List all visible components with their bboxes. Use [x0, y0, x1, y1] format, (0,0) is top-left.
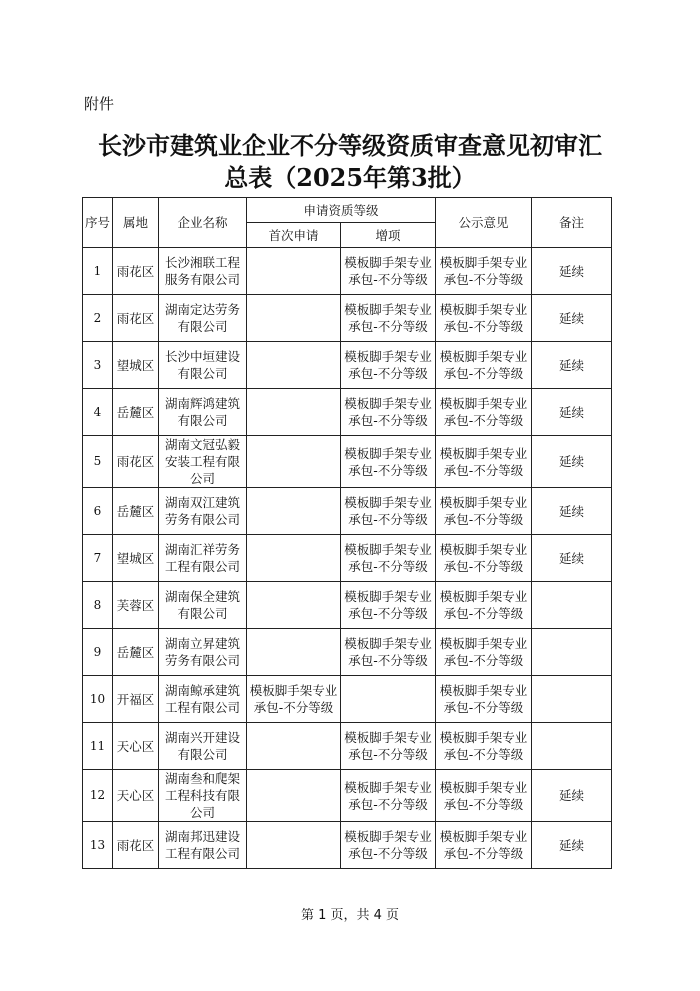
cell-addition: 模板脚手架专业承包-不分等级	[341, 723, 436, 770]
cell-area: 天心区	[113, 723, 159, 770]
cell-seq: 7	[83, 535, 113, 582]
cell-opinion: 模板脚手架专业承包-不分等级	[436, 248, 532, 295]
cell-opinion: 模板脚手架专业承包-不分等级	[436, 770, 532, 822]
cell-remark: 延续	[532, 342, 612, 389]
col-header-company: 企业名称	[159, 198, 247, 248]
cell-seq: 1	[83, 248, 113, 295]
col-header-opinion: 公示意见	[436, 198, 532, 248]
table-row	[83, 248, 612, 295]
cell-remark: 延续	[532, 488, 612, 535]
cell-company-name: 湖南立昇建筑劳务有限公司	[159, 629, 247, 676]
cell-seq: 4	[83, 389, 113, 436]
cell-addition: 模板脚手架专业承包-不分等级	[341, 770, 436, 822]
cell-first-apply	[247, 822, 341, 869]
cell-addition: 模板脚手架专业承包-不分等级	[341, 582, 436, 629]
cell-first-apply	[247, 389, 341, 436]
cell-company-name: 湖南双江建筑劳务有限公司	[159, 488, 247, 535]
cell-opinion: 模板脚手架专业承包-不分等级	[436, 295, 532, 342]
col-header-qualification: 申请资质等级	[247, 198, 436, 223]
cell-area: 雨花区	[113, 248, 159, 295]
table-row	[83, 535, 612, 582]
attachment-label: 附件	[84, 95, 115, 113]
cell-area: 岳麓区	[113, 488, 159, 535]
cell-seq: 8	[83, 582, 113, 629]
cell-company-name: 湖南叁和爬架工程科技有限公司	[159, 770, 247, 822]
cell-area: 开福区	[113, 676, 159, 723]
table-row	[83, 488, 612, 535]
cell-company-name: 湖南辉鸿建筑有限公司	[159, 389, 247, 436]
cell-opinion: 模板脚手架专业承包-不分等级	[436, 723, 532, 770]
cell-remark	[532, 676, 612, 723]
cell-first-apply	[247, 295, 341, 342]
cell-seq: 11	[83, 723, 113, 770]
cell-first-apply	[247, 723, 341, 770]
cell-remark: 延续	[532, 389, 612, 436]
table-row	[83, 676, 612, 723]
cell-seq: 2	[83, 295, 113, 342]
cell-addition: 模板脚手架专业承包-不分等级	[341, 488, 436, 535]
table-row	[83, 389, 612, 436]
document-title-line2: 总表（2025年第3批）	[224, 163, 476, 192]
cell-company-name: 湖南定达劳务有限公司	[159, 295, 247, 342]
table-body	[83, 248, 612, 869]
cell-seq: 12	[83, 770, 113, 822]
cell-seq: 5	[83, 436, 113, 488]
cell-opinion: 模板脚手架专业承包-不分等级	[436, 389, 532, 436]
cell-company-name: 长沙中垣建设有限公司	[159, 342, 247, 389]
col-header-remark: 备注	[532, 198, 612, 248]
col-header-seq: 序号	[83, 198, 113, 248]
table-row	[83, 629, 612, 676]
cell-area: 岳麓区	[113, 629, 159, 676]
cell-opinion: 模板脚手架专业承包-不分等级	[436, 535, 532, 582]
col-header-area: 属地	[113, 198, 159, 248]
cell-remark	[532, 723, 612, 770]
cell-area: 岳麓区	[113, 389, 159, 436]
cell-addition: 模板脚手架专业承包-不分等级	[341, 295, 436, 342]
document-title-line1: 长沙市建筑业企业不分等级资质审查意见初审汇	[98, 131, 602, 160]
cell-seq: 10	[83, 676, 113, 723]
cell-remark: 延续	[532, 248, 612, 295]
cell-company-name: 长沙湘联工程服务有限公司	[159, 248, 247, 295]
cell-company-name: 湖南兴开建设有限公司	[159, 723, 247, 770]
cell-area: 雨花区	[113, 436, 159, 488]
cell-remark	[532, 629, 612, 676]
cell-remark: 延续	[532, 535, 612, 582]
table-row	[83, 723, 612, 770]
page-footer: 第 1 页，共 4 页	[300, 908, 400, 923]
cell-area: 芙蓉区	[113, 582, 159, 629]
cell-area: 望城区	[113, 535, 159, 582]
cell-seq: 6	[83, 488, 113, 535]
cell-addition	[341, 676, 436, 723]
cell-remark: 延续	[532, 822, 612, 869]
cell-remark: 延续	[532, 295, 612, 342]
cell-opinion: 模板脚手架专业承包-不分等级	[436, 436, 532, 488]
table-row	[83, 436, 612, 488]
cell-first-apply	[247, 770, 341, 822]
cell-area: 雨花区	[113, 822, 159, 869]
table-row	[83, 342, 612, 389]
col-header-first-apply: 首次申请	[247, 223, 341, 248]
cell-company-name: 湖南鲸承建筑工程有限公司	[159, 676, 247, 723]
cell-remark: 延续	[532, 436, 612, 488]
cell-area: 雨花区	[113, 295, 159, 342]
cell-first-apply	[247, 535, 341, 582]
cell-first-apply	[247, 488, 341, 535]
cell-addition: 模板脚手架专业承包-不分等级	[341, 436, 436, 488]
cell-seq: 9	[83, 629, 113, 676]
col-header-addition: 增项	[341, 223, 436, 248]
cell-first-apply	[247, 582, 341, 629]
cell-area: 望城区	[113, 342, 159, 389]
cell-opinion: 模板脚手架专业承包-不分等级	[436, 342, 532, 389]
cell-opinion: 模板脚手架专业承包-不分等级	[436, 676, 532, 723]
table-row	[83, 822, 612, 869]
cell-addition: 模板脚手架专业承包-不分等级	[341, 342, 436, 389]
cell-addition: 模板脚手架专业承包-不分等级	[341, 248, 436, 295]
cell-opinion: 模板脚手架专业承包-不分等级	[436, 822, 532, 869]
cell-seq: 13	[83, 822, 113, 869]
table-row	[83, 295, 612, 342]
cell-first-apply	[247, 436, 341, 488]
cell-remark: 延续	[532, 770, 612, 822]
cell-opinion: 模板脚手架专业承包-不分等级	[436, 582, 532, 629]
cell-remark	[532, 582, 612, 629]
cell-area: 天心区	[113, 770, 159, 822]
table-row	[83, 582, 612, 629]
cell-opinion: 模板脚手架专业承包-不分等级	[436, 488, 532, 535]
cell-addition: 模板脚手架专业承包-不分等级	[341, 629, 436, 676]
cell-company-name: 湖南邦迅建设工程有限公司	[159, 822, 247, 869]
cell-first-apply	[247, 248, 341, 295]
cell-first-apply: 模板脚手架专业承包-不分等级	[247, 676, 341, 723]
review-summary-table	[82, 197, 612, 869]
cell-company-name: 湖南汇祥劳务工程有限公司	[159, 535, 247, 582]
cell-addition: 模板脚手架专业承包-不分等级	[341, 535, 436, 582]
cell-first-apply	[247, 629, 341, 676]
cell-seq: 3	[83, 342, 113, 389]
cell-company-name: 湖南文冠弘毅安装工程有限公司	[159, 436, 247, 488]
cell-opinion: 模板脚手架专业承包-不分等级	[436, 629, 532, 676]
cell-addition: 模板脚手架专业承包-不分等级	[341, 822, 436, 869]
cell-first-apply	[247, 342, 341, 389]
cell-company-name: 湖南保全建筑有限公司	[159, 582, 247, 629]
cell-addition: 模板脚手架专业承包-不分等级	[341, 389, 436, 436]
table-row	[83, 770, 612, 822]
